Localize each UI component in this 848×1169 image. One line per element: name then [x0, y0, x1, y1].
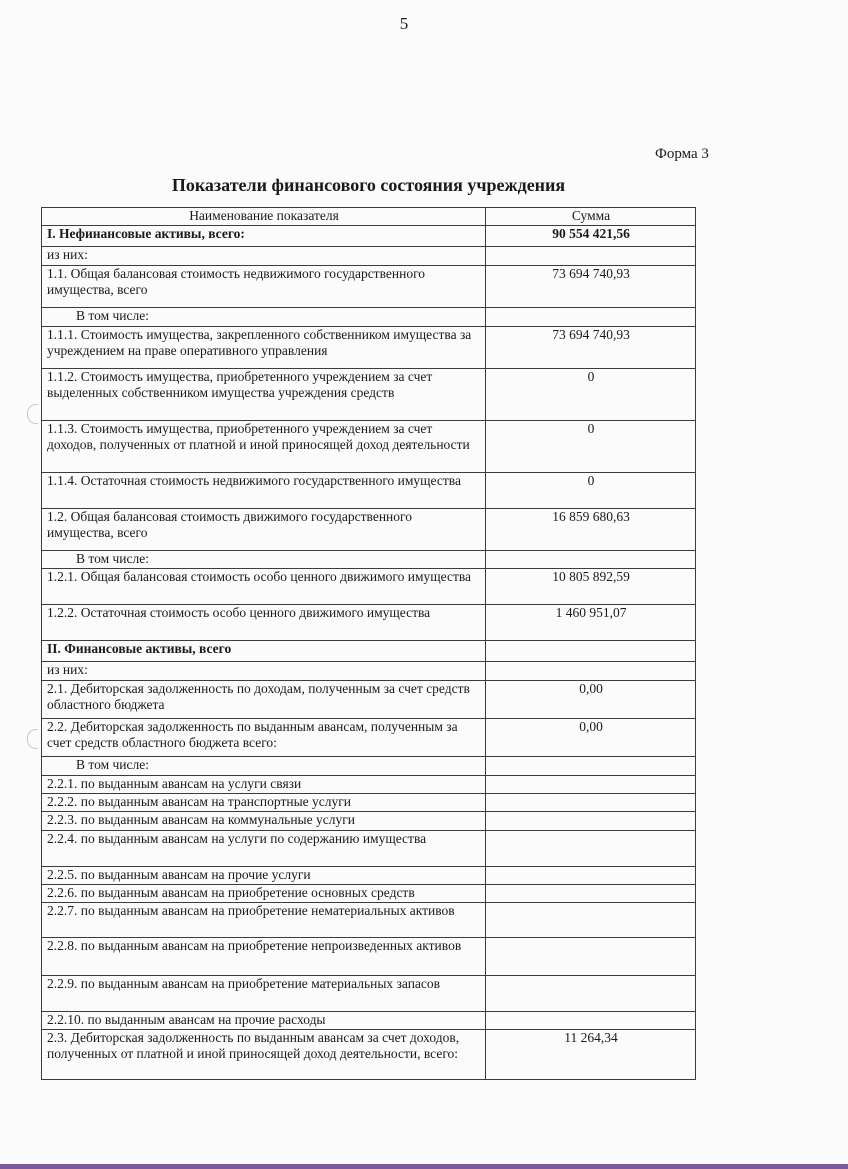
table-row [42, 938, 696, 976]
indicator-name: 1.1.3. Стоимость имущества, приобретенного учреждением за счет доходов, полученных от платной и иной приносящей доход деятельности [42, 421, 486, 473]
table-header-row [42, 208, 696, 226]
page-number: 5 [399, 14, 409, 33]
indicator-amount: 11 264,34 [486, 1030, 696, 1080]
indicator-amount: 1 460 951,07 [486, 605, 696, 641]
indicator-amount [486, 551, 696, 569]
indicator-amount [486, 885, 696, 903]
table-row [42, 1030, 696, 1080]
indicator-name: I. Нефинансовые активы, всего: [42, 226, 486, 247]
indicator-amount [486, 976, 696, 1012]
indicator-name: II. Финансовые активы, всего [42, 641, 486, 662]
indicator-amount [486, 794, 696, 812]
table-row [42, 831, 696, 867]
indicator-name: 1.1. Общая балансовая стоимость недвижимого государственного имущества, всего [42, 266, 486, 308]
indicator-amount [486, 776, 696, 794]
indicator-amount: 0 [486, 421, 696, 473]
indicator-name: В том числе: [42, 551, 486, 569]
indicator-name: 2.2. Дебиторская задолженность по выданным авансам, полученным за счет средств областного бюджета всего: [42, 719, 486, 757]
form-label: Форма 3 [655, 146, 709, 162]
indicator-name: 2.3. Дебиторская задолженность по выданным авансам за счет доходов, полученных от платной и иной приносящей доход деятельности, всего: [42, 1030, 486, 1080]
indicator-name: 2.2.2. по выданным авансам на транспортные услуги [42, 794, 486, 812]
punch-hole-mark [27, 729, 38, 749]
table-row [42, 867, 696, 885]
table-row [42, 308, 696, 327]
indicator-amount [486, 757, 696, 776]
table-row [42, 903, 696, 938]
table-row [42, 369, 696, 421]
indicator-name: 1.2.2. Остаточная стоимость особо ценного движимого имущества [42, 605, 486, 641]
indicator-amount: 0 [486, 473, 696, 509]
indicator-amount [486, 867, 696, 885]
indicator-name: 1.1.2. Стоимость имущества, приобретенного учреждением за счет выделенных собственником имущества учреждения средств [42, 369, 486, 421]
indicator-name: В том числе: [42, 308, 486, 327]
table-row [42, 719, 696, 757]
indicator-amount: 0,00 [486, 681, 696, 719]
table-row [42, 605, 696, 641]
indicator-name: 2.2.6. по выданным авансам на приобретение основных средств [42, 885, 486, 903]
table-row [42, 812, 696, 831]
indicator-name: 2.2.5. по выданным авансам на прочие услуги [42, 867, 486, 885]
indicator-amount [486, 247, 696, 266]
table-row [42, 641, 696, 662]
indicator-name: 1.1.4. Остаточная стоимость недвижимого государственного имущества [42, 473, 486, 509]
table-row [42, 681, 696, 719]
indicator-name: 2.2.7. по выданным авансам на приобретение нематериальных активов [42, 903, 486, 938]
indicator-name: 1.2.1. Общая балансовая стоимость особо ценного движимого имущества [42, 569, 486, 605]
document-title: Показатели финансового состояния учреждения [171, 175, 566, 195]
table-row [42, 473, 696, 509]
table-row [42, 885, 696, 903]
indicator-name: 1.2. Общая балансовая стоимость движимого государственного имущества, всего [42, 509, 486, 551]
indicator-name: 2.2.1. по выданным авансам на услуги связи [42, 776, 486, 794]
table-row [42, 794, 696, 812]
indicator-name: 2.1. Дебиторская задолженность по доходам, полученным за счет средств областного бюджета [42, 681, 486, 719]
indicator-amount [486, 903, 696, 938]
indicator-name: В том числе: [42, 757, 486, 776]
table-row [42, 226, 696, 247]
table-row [42, 976, 696, 1012]
indicator-amount: 73 694 740,93 [486, 327, 696, 369]
indicator-name: 2.2.8. по выданным авансам на приобретение непроизведенных активов [42, 938, 486, 976]
indicator-name: 1.1.1. Стоимость имущества, закрепленного собственником имущества за учреждением на праве оперативного управления [42, 327, 486, 369]
financial-indicators-table [41, 207, 696, 1080]
table-row [42, 1012, 696, 1030]
indicator-name: из них: [42, 247, 486, 266]
indicator-amount: 10 805 892,59 [486, 569, 696, 605]
indicator-name: 2.2.3. по выданным авансам на коммунальные услуги [42, 812, 486, 831]
table-row [42, 776, 696, 794]
indicator-name: 2.2.4. по выданным авансам на услуги по содержанию имущества [42, 831, 486, 867]
table-row [42, 662, 696, 681]
indicator-amount [486, 1012, 696, 1030]
table-row [42, 757, 696, 776]
indicator-amount [486, 938, 696, 976]
indicator-amount [486, 662, 696, 681]
table-row [42, 327, 696, 369]
table-row [42, 421, 696, 473]
column-header-amount: Сумма [486, 208, 696, 226]
table-row [42, 247, 696, 266]
indicator-amount: 0,00 [486, 719, 696, 757]
indicator-name: из них: [42, 662, 486, 681]
page-bottom-edge [0, 1164, 848, 1169]
table-row [42, 266, 696, 308]
table-row [42, 569, 696, 605]
indicator-name: 2.2.10. по выданным авансам на прочие расходы [42, 1012, 486, 1030]
table-row [42, 551, 696, 569]
indicator-amount: 16 859 680,63 [486, 509, 696, 551]
indicator-amount [486, 308, 696, 327]
indicator-amount: 90 554 421,56 [486, 226, 696, 247]
indicator-amount [486, 831, 696, 867]
column-header-indicator: Наименование показателя [42, 208, 486, 226]
punch-hole-mark [27, 404, 38, 424]
indicator-name: 2.2.9. по выданным авансам на приобретение материальных запасов [42, 976, 486, 1012]
indicator-amount [486, 641, 696, 662]
indicator-amount [486, 812, 696, 831]
indicator-amount: 0 [486, 369, 696, 421]
indicator-amount: 73 694 740,93 [486, 266, 696, 308]
table-row [42, 509, 696, 551]
